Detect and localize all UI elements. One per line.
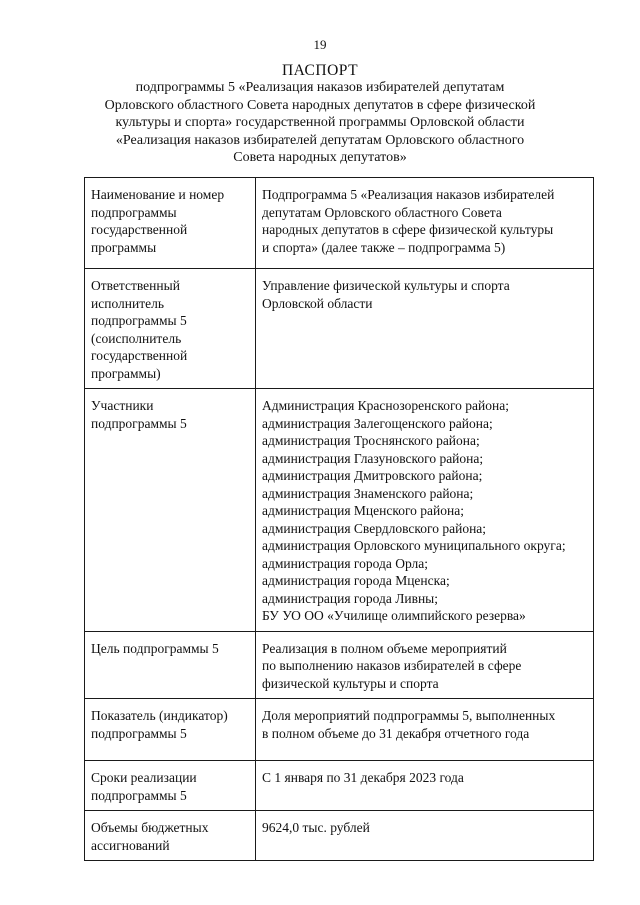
cell-line: депутатам Орловского областного Совета (262, 204, 502, 220)
row-value-cell (256, 178, 594, 269)
document-subtitle (0, 79, 640, 167)
row-value-cell (256, 631, 594, 699)
table-row (85, 389, 594, 632)
row-value-cell (256, 269, 594, 389)
subtitle-line: «Реализация наказов избирателей депутатам Орловского областного (115, 132, 525, 148)
cell-line: Реализация в полном объеме мероприятий (262, 640, 507, 656)
cell-line: администрация Глазуновского района; (262, 450, 484, 466)
passport-table-body (85, 178, 594, 861)
row-label-cell (85, 389, 256, 632)
cell-line: в полном объеме до 31 декабря отчетного года (262, 725, 530, 741)
page-number: 19 (313, 37, 327, 52)
row-label-cell (85, 269, 256, 389)
cell-line: подпрограммы 5 (91, 725, 187, 741)
cell-line: С 1 января по 31 декабря 2023 года (262, 770, 464, 785)
cell-line: государственной (91, 348, 188, 363)
cell-line: Управление физической культуры и спорта (262, 278, 510, 293)
cell-line: администрация Залегощенского района; (262, 415, 493, 431)
cell-line: ассигнований (91, 837, 170, 853)
table-row (85, 811, 594, 861)
table-row (85, 631, 594, 699)
cell-line: программы) (91, 365, 161, 381)
row-label-cell (85, 178, 256, 269)
cell-line: БУ УО ОО «Училище олимпийского резерва» (262, 608, 526, 623)
row-label-cell (85, 699, 256, 761)
cell-line: программы (91, 239, 157, 255)
cell-line: и спорта» (далее также – подпрограмма 5) (262, 239, 506, 255)
cell-line: Цель подпрограммы 5 (91, 640, 219, 656)
cell-line: Объемы бюджетных (91, 820, 209, 835)
cell-line: администрация Троснянского района; (262, 433, 480, 448)
cell-line: администрация Мценского района; (262, 503, 464, 518)
cell-line: Подпрограмма 5 «Реализация наказов избирателей (262, 187, 555, 202)
table-row (85, 699, 594, 761)
subtitle-line: культуры и спорта» государственной программы Орловской области (115, 115, 525, 130)
cell-line: Сроки реализации (91, 770, 197, 785)
passport-table (84, 177, 594, 861)
table-row (85, 269, 594, 389)
row-label-cell (85, 631, 256, 699)
cell-line: Администрация Краснозоренского района; (262, 398, 509, 413)
cell-line: подпрограммы 5 (91, 787, 187, 803)
subtitle-line: Совета народных депутатов» (233, 150, 407, 165)
cell-line: 9624,0 тыс. рублей (262, 820, 370, 835)
cell-line: подпрограммы 5 (91, 313, 187, 328)
cell-line: Наименование и номер (91, 187, 225, 202)
cell-line: администрация города Орла; (262, 555, 429, 571)
cell-line: подпрограммы 5 (91, 415, 187, 431)
cell-line: администрация города Ливны; (262, 590, 439, 606)
row-value-cell (256, 811, 594, 861)
cell-line: исполнитель (91, 295, 164, 311)
cell-line: Орловской области (262, 295, 373, 311)
cell-line: администрация города Мценска; (262, 573, 450, 588)
cell-line: администрация Знаменского района; (262, 485, 474, 501)
cell-line: администрация Дмитровского района; (262, 468, 483, 483)
cell-line: народных депутатов в сфере физической культуры (262, 222, 554, 237)
table-row (85, 761, 594, 811)
row-value-cell (256, 389, 594, 632)
cell-line: администрация Свердловского района; (262, 520, 487, 536)
row-value-cell (256, 699, 594, 761)
cell-line: Доля мероприятий подпрограммы 5, выполненных (262, 708, 556, 723)
cell-line: по выполнению наказов избирателей в сфере (262, 658, 522, 673)
cell-line: подпрограммы (91, 204, 177, 220)
cell-line: (соисполнитель (91, 330, 182, 346)
row-value-cell (256, 761, 594, 811)
cell-line: Участники (91, 398, 154, 413)
row-label-cell (85, 761, 256, 811)
table-row (85, 178, 594, 269)
row-label-cell (85, 811, 256, 861)
subtitle-line: подпрограммы 5 «Реализация наказов избирателей депутатам (135, 80, 505, 95)
cell-line: государственной (91, 222, 188, 237)
subtitle-line: Орловского областного Совета народных депутатов в сфере физической (104, 97, 536, 113)
cell-line: физической культуры и спорта (262, 675, 439, 691)
cell-line: Показатель (индикатор) (91, 708, 228, 723)
cell-line: Ответственный (91, 278, 180, 293)
document-title: ПАСПОРТ (281, 62, 359, 79)
cell-line: администрация Орловского муниципального округа; (262, 538, 566, 553)
